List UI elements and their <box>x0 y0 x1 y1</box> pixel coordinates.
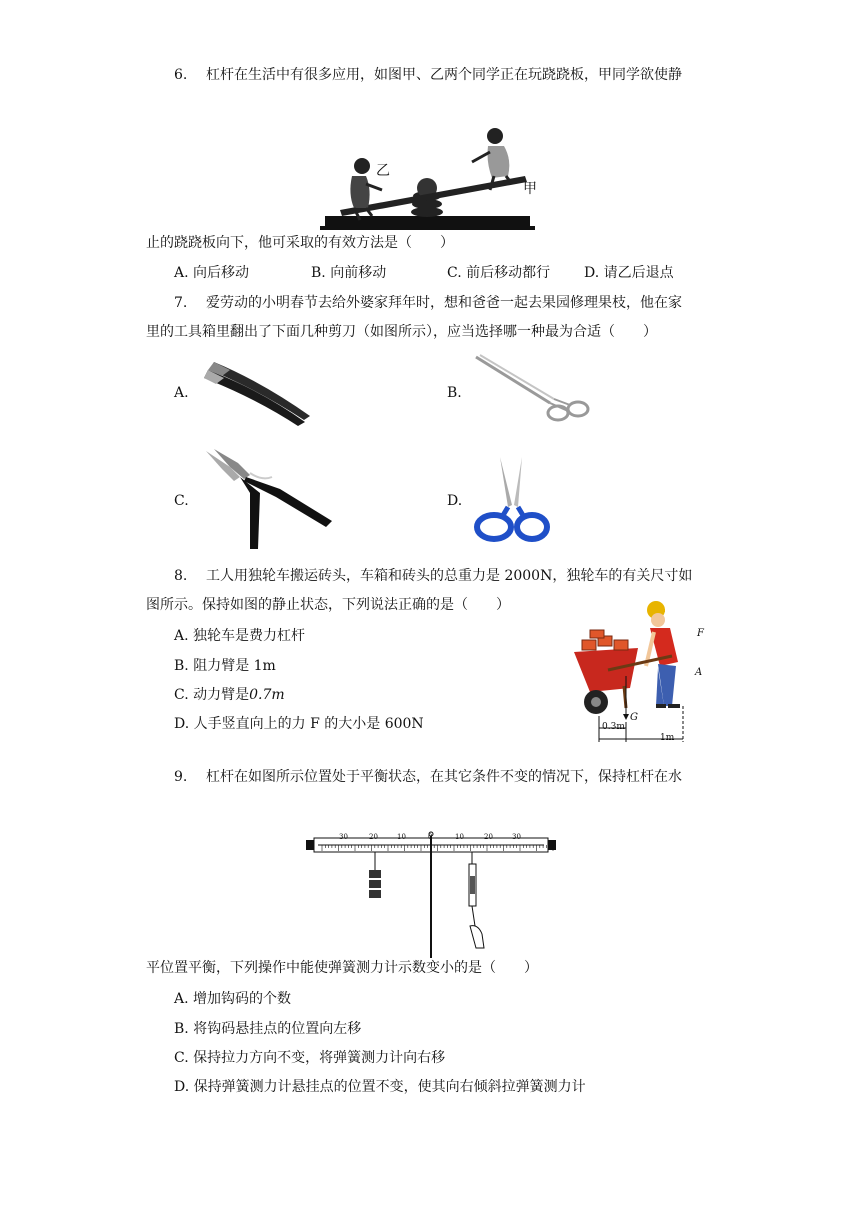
ruler-tick-label: 30 <box>512 833 521 841</box>
hair-scissors-image <box>472 355 592 433</box>
q6-option-b: B. 向前移动 <box>311 265 387 281</box>
q7-option-a: A. <box>174 385 189 401</box>
seesaw-figure <box>320 124 535 232</box>
ruler-tick-label: 20 <box>369 833 378 841</box>
q8-option-d: D. 人手竖直向上的力 F 的大小是 600N <box>174 716 424 732</box>
q9-option-c: C. 保持拉力方向不变，将弹簧测力计向右移 <box>174 1050 446 1066</box>
q8-label-d2: 1m <box>660 733 675 743</box>
q6-stem-line2: 止的跷跷板向下，他可采取的有效方法是（ ） <box>146 235 454 251</box>
q8-label-a: A <box>695 667 703 678</box>
q6-label-yi: 乙 <box>376 163 390 179</box>
blue-scissors-image <box>472 455 554 545</box>
thread-snips-image <box>200 360 315 430</box>
q9-option-a: A. 增加钩码的个数 <box>174 991 292 1007</box>
ruler-tick-labels <box>339 833 525 843</box>
q9-stem-line1: 杠杆在如图所示位置处于平衡状态，在其它条件不变的情况下，保持杠杆在水 <box>206 769 682 785</box>
ruler-tick-label: 0 <box>428 833 433 841</box>
q7-option-d: D. <box>447 493 463 509</box>
q8-label-f: F <box>697 628 704 639</box>
q6-option-c: C. 前后移动都行 <box>447 265 551 281</box>
q8-number: 8. <box>174 568 188 584</box>
q6-stem-line1: 杠杆在生活中有很多应用，如图甲、乙两个同学正在玩跷跷板，甲同学欲使静 <box>206 67 682 83</box>
q7-number: 7. <box>174 295 188 311</box>
q6-option-a: A. 向后移动 <box>174 265 250 281</box>
q9-option-d: D. 保持弹簧测力计悬挂点的位置不变，使其向右倾斜拉弹簧测力计 <box>174 1079 586 1095</box>
q9-option-b: B. 将钩码悬挂点的位置向左移 <box>174 1021 362 1037</box>
q8-stem-line2: 图所示。保持如图的静止状态，下列说法正确的是（ ） <box>146 597 510 613</box>
q8-option-c-math: 0.7m <box>249 687 285 703</box>
ruler-tick-label: 10 <box>455 833 464 841</box>
lever-ruler-figure <box>306 830 556 958</box>
q7-option-b: B. <box>447 385 462 401</box>
q8-option-a: A. 独轮车是费力杠杆 <box>174 628 306 644</box>
ruler-tick-label: 20 <box>484 833 493 841</box>
q7-option-c: C. <box>174 493 189 509</box>
q9-stem-line2: 平位置平衡，下列操作中能使弹簧测力计示数变小的是（ ） <box>146 960 538 976</box>
q6-label-jia: 甲 <box>523 181 537 197</box>
q7-stem-line1: 爱劳动的小明春节去给外婆家拜年时，想和爸爸一起去果园修理果枝，他在家 <box>206 295 682 311</box>
q8-option-c <box>174 684 285 704</box>
q8-option-b: B. 阻力臂是 1m <box>174 658 276 674</box>
q8-label-g: G <box>630 712 638 723</box>
q6-option-d: D. 请乙后退点 <box>584 265 674 281</box>
wheelbarrow-figure <box>568 596 698 746</box>
q6-number: 6. <box>174 67 188 83</box>
q9-number: 9. <box>174 769 188 785</box>
q8-stem-line1: 工人用独轮车搬运砖头，车箱和砖头的总重力是 2000N，独轮车的有关尺寸如 <box>206 568 693 584</box>
q8-label-d1: 0.3m <box>602 722 625 732</box>
pruning-shears-image <box>200 447 338 553</box>
q7-stem-line2: 里的工具箱里翻出了下面几种剪刀（如图所示），应当选择哪一种最为合适（ ） <box>146 324 657 340</box>
ruler-tick-label: 10 <box>397 833 406 841</box>
q8-option-c-label: C. 动力臂是 <box>174 687 250 703</box>
ruler-tick-label: 30 <box>339 833 348 841</box>
